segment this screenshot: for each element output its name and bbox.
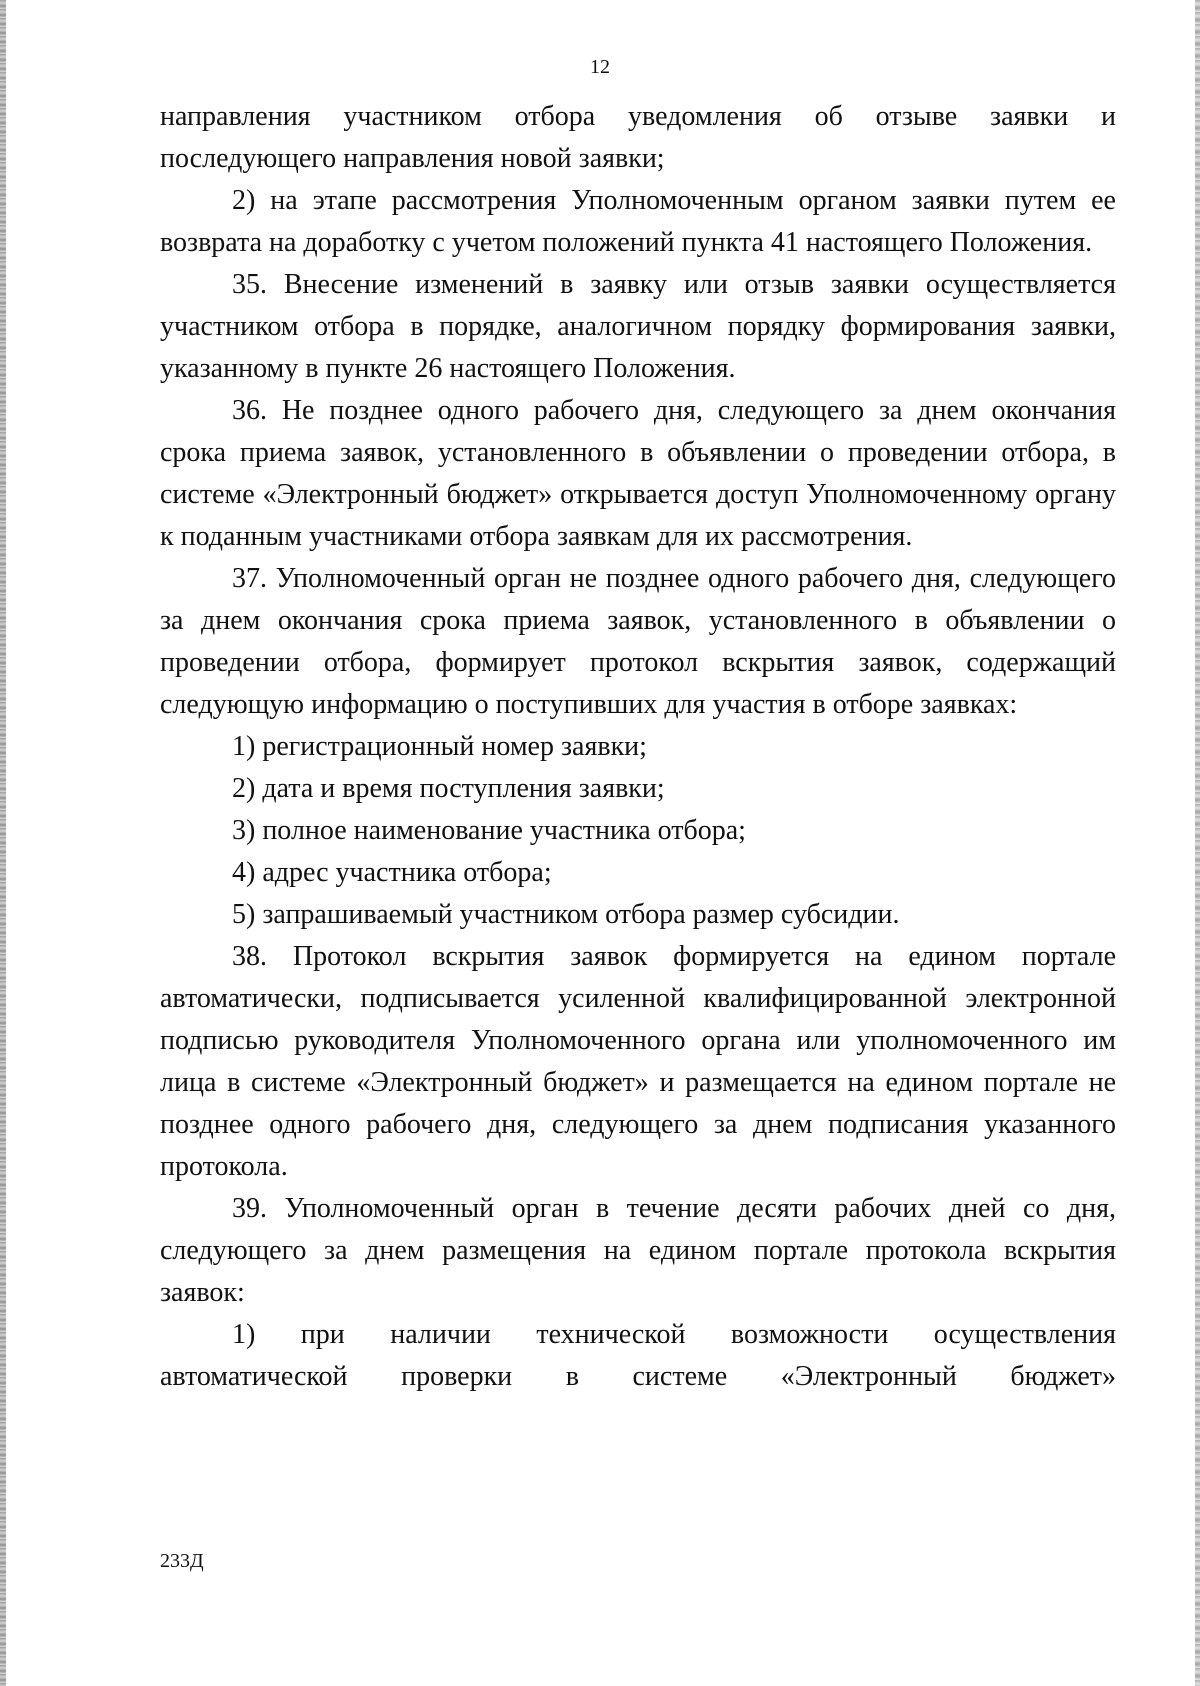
list-item: 1) регистрационный номер заявки; <box>232 731 647 762</box>
paragraph: 35. Внесение изменений в заявку или отзыв заявки осуществляется участником отбора в порядке, аналогичном порядку формирования заявки, указанному в пункте 26 настоящего Положения. <box>160 269 1116 384</box>
list-item: 2) дата и время поступления заявки; <box>232 773 665 804</box>
document-code: 233Д <box>160 1550 204 1572</box>
document-body <box>160 96 1116 1398</box>
paragraph: направления участником отбора уведомления об отзыве заявки и последующего направления новой заявки; <box>160 101 1116 174</box>
paragraph: 37. Уполномоченный орган не позднее одного рабочего дня, следующего за днем окончания срока приема заявок, установленного в объявлении о проведении отбора, формирует протокол вскрытия заявок, содержащий следующую информацию о поступивших для участия в отборе заявках: <box>160 563 1116 720</box>
paragraph: 38. Протокол вскрытия заявок формируется на едином портале автоматически, подписывается усиленной квалифицированной электронной подписью руководителя Уполномоченного органа или уполномоченного им лица в системе «Электронный бюджет» и размещается на едином портале не позднее одного рабочего дня, следующего за днем подписания указанного протокола. <box>160 941 1116 1182</box>
paragraph: 39. Уполномоченный орган в течение десяти рабочих дней со дня, следующего за днем размещения на едином портале протокола вскрытия заявок: <box>160 1193 1116 1308</box>
paragraph: 36. Не позднее одного рабочего дня, следующего за днем окончания срока приема заявок, установленного в объявлении о проведении отбора, в системе «Электронный бюджет» открывается доступ Уполномоченному органу к поданным участниками отбора заявкам для их рассмотрения. <box>160 395 1116 552</box>
page-number: 12 <box>590 56 610 78</box>
scan-edge-left <box>0 0 6 1686</box>
list-item: 3) полное наименование участника отбора; <box>232 815 746 846</box>
list-item: 4) адрес участника отбора; <box>232 857 552 888</box>
list-item: 5) запрашиваемый участником отбора размер субсидии. <box>232 899 900 930</box>
scan-edge-right <box>1195 0 1200 1686</box>
paragraph: 2) на этапе рассмотрения Уполномоченным органом заявки путем ее возврата на доработку с учетом положений пункта 41 настоящего Положения. <box>160 185 1116 258</box>
paragraph: 1) при наличии технической возможности осуществления автоматической проверки в системе «Электронный бюджет» <box>160 1319 1116 1392</box>
